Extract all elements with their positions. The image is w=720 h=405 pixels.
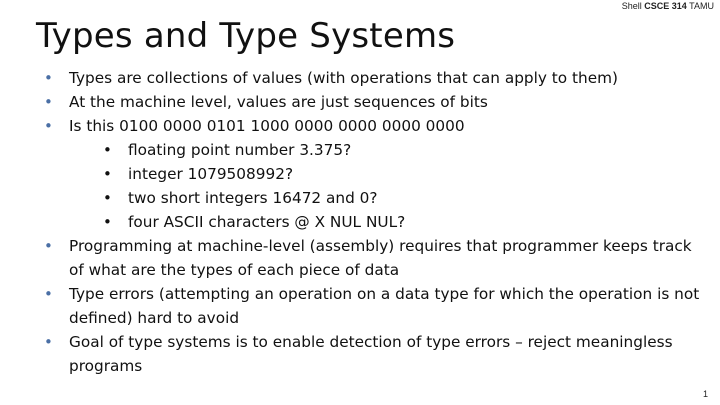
bullet-text: Type errors (attempting an operation on a data type for which the operation is not defined) hard to avoid [69, 285, 700, 327]
bullet-item [44, 114, 704, 138]
bullet-icon: • [44, 69, 53, 87]
bullet-icon: • [44, 285, 53, 303]
sub-bullet-icon: • [103, 189, 112, 207]
sub-bullet-text: four ASCII characters @ X NUL NUL? [128, 213, 406, 231]
course-label: CSCE 314 [644, 1, 687, 11]
sub-bullet-item [44, 186, 704, 210]
bullet-item [44, 330, 704, 378]
bullet-item [44, 66, 704, 90]
bullet-item [44, 282, 704, 330]
bullet-icon: • [44, 237, 53, 255]
bullet-icon: • [44, 333, 53, 351]
bullet-text: At the machine level, values are just sequences of bits [69, 93, 488, 111]
sub-bullet-text: integer 1079508992? [128, 165, 294, 183]
slide-title: Types and Type Systems [36, 16, 456, 56]
sub-bullet-item [44, 138, 704, 162]
bullet-text: Goal of type systems is to enable detection of type errors – reject meaningless programs [69, 333, 673, 375]
sub-bullet-icon: • [103, 213, 112, 231]
bullet-icon: • [44, 93, 53, 111]
sub-bullet-text: two short integers 16472 and 0? [128, 189, 378, 207]
bullet-item [44, 90, 704, 114]
slide-header-note [622, 1, 714, 11]
bullet-text: Types are collections of values (with operations that can apply to them) [69, 69, 618, 87]
sub-bullet-icon: • [103, 165, 112, 183]
sub-bullet-icon: • [103, 141, 112, 159]
page-number: 1 [702, 389, 708, 399]
bullet-icon: • [44, 117, 53, 135]
school-label: TAMU [689, 1, 714, 11]
author-label: Shell [621, 1, 642, 11]
sub-bullet-item [44, 210, 704, 234]
bullet-item [44, 234, 704, 282]
bullet-text: Is this 0100 0000 0101 1000 0000 0000 0000 0000 [69, 117, 465, 135]
bullet-list [44, 66, 704, 378]
bullet-text: Programming at machine-level (assembly) requires that programmer keeps track of what are the types of each piece of data [69, 237, 692, 279]
sub-bullet-text: floating point number 3.375? [128, 141, 352, 159]
sub-bullet-item [44, 162, 704, 186]
